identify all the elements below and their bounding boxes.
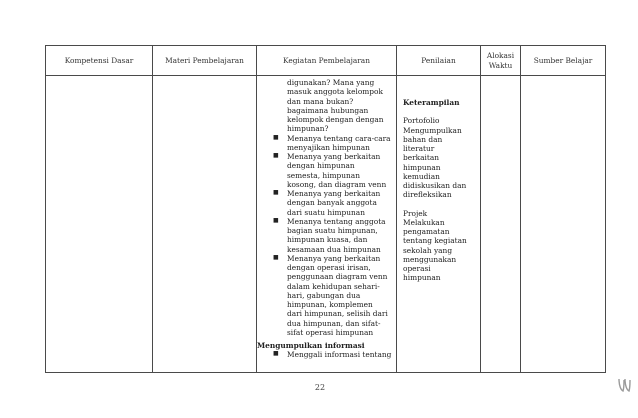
text-line: dan mana bukan? [287, 96, 354, 106]
text-line: Menanya tentang anggota [287, 216, 386, 226]
list-item [263, 217, 394, 254]
text-line: dua himpunan, dan sifat- [287, 318, 381, 328]
table-row [46, 76, 606, 373]
cell-sumber-belajar [521, 76, 606, 373]
text-line: pengamatan [403, 227, 450, 236]
text-line: dengan himpunan [287, 161, 355, 171]
text-line: bahan dan [403, 134, 443, 144]
text-line: himpunan kuasa, dan [287, 235, 368, 245]
text-line: Melakukan [403, 217, 445, 227]
section-heading: Mengumpulkan informasi [257, 341, 365, 350]
text-line: menggunakan [403, 254, 457, 264]
publisher-logo-icon [616, 376, 632, 394]
bullet-icon: ■ [273, 189, 279, 196]
text-line: kemudian [403, 171, 440, 181]
bullet-icon: ■ [273, 133, 279, 141]
text-line: berkaitan [403, 153, 440, 163]
kegiatan-bullet-list-2 [263, 350, 394, 359]
text-line: sekolah yang [403, 245, 453, 255]
text-line: direfleksikan [403, 190, 452, 200]
bullet-icon: ■ [273, 253, 279, 261]
page-number: 22 [314, 383, 326, 392]
text-line: Mengumpulkan [403, 125, 462, 135]
text-line: dalam kehidupan sehari- [287, 281, 380, 291]
text-line: dari himpunan, selisih dari [287, 309, 388, 319]
bullet-icon: ■ [273, 216, 279, 224]
header-materi-pembelajaran: Materi Pembelajaran [153, 46, 257, 76]
text-line: Projek [403, 208, 428, 218]
text-line: dengan banyak anggota [287, 198, 377, 208]
header-sumber-belajar: Sumber Belajar [521, 46, 606, 76]
text-line: Menanya tentang cara-cara [287, 133, 391, 143]
text-line: menyajikan himpunan [287, 142, 370, 152]
header-kegiatan-pembelajaran: Kegiatan Pembelajaran [257, 46, 397, 76]
text-line: hari, gabungan dua [287, 290, 361, 300]
text-line: didiskusikan dan [403, 181, 467, 190]
text-line: kosong, dan diagram venn [287, 179, 387, 189]
table-header-row [46, 46, 606, 76]
text-line: penggunaan diagram venn [287, 272, 388, 282]
header-alokasi-waktu: Alokasi Waktu [481, 46, 521, 76]
penilaian-heading: Keterampilan [403, 98, 460, 107]
text-line: tentang kegiatan [403, 236, 467, 246]
text-line: sifat operasi himpunan [287, 327, 374, 337]
text-line: bagian suatu himpunan, [287, 226, 378, 235]
text-line: operasi [403, 264, 431, 273]
syllabus-table [45, 45, 606, 373]
text-line: Menggali informasi tentang [287, 350, 392, 360]
text-line: dari suatu himpunan [287, 207, 365, 217]
kegiatan-continuation [263, 78, 394, 134]
list-item [263, 350, 394, 359]
cell-alokasi-waktu [481, 76, 521, 373]
list-item [263, 254, 394, 337]
text-line: himpunan, komplemen [287, 300, 373, 309]
text-line: himpunan? [287, 124, 329, 134]
list-item [263, 134, 394, 153]
list-item [263, 152, 394, 189]
cell-materi-pembelajaran [153, 76, 257, 373]
header-penilaian: Penilaian [397, 46, 481, 76]
text-line: dengan operasi irisan, [287, 263, 371, 272]
cell-kegiatan-pembelajaran [257, 76, 397, 373]
bullet-icon: ■ [273, 152, 279, 159]
list-item [263, 189, 394, 217]
text-line: kelompok dengan dengan [287, 115, 384, 124]
text-line: digunakan? Mana yang [287, 78, 375, 87]
text-line: himpunan [403, 273, 441, 283]
kegiatan-bullet-list [263, 134, 394, 338]
cell-penilaian [397, 76, 481, 373]
text-line: Menanya yang berkaitan [287, 152, 381, 161]
text-line: himpunan [403, 162, 441, 172]
cell-kompetensi-dasar [46, 76, 153, 373]
bullet-icon: ■ [273, 350, 279, 358]
text-line: Menanya yang berkaitan [287, 189, 381, 198]
text-line: semesta, himpunan [287, 170, 360, 180]
text-line: Menanya yang berkaitan [287, 253, 381, 263]
header-kompetensi-dasar: Kompetensi Dasar [46, 46, 153, 76]
text-line: Portofolio [403, 116, 440, 126]
text-line: bagaimana hubungan [287, 105, 369, 115]
text-line: literatur [403, 144, 435, 153]
text-line: kesamaan dua himpunan [287, 244, 381, 254]
text-line: masuk anggota kelompok [287, 87, 383, 97]
